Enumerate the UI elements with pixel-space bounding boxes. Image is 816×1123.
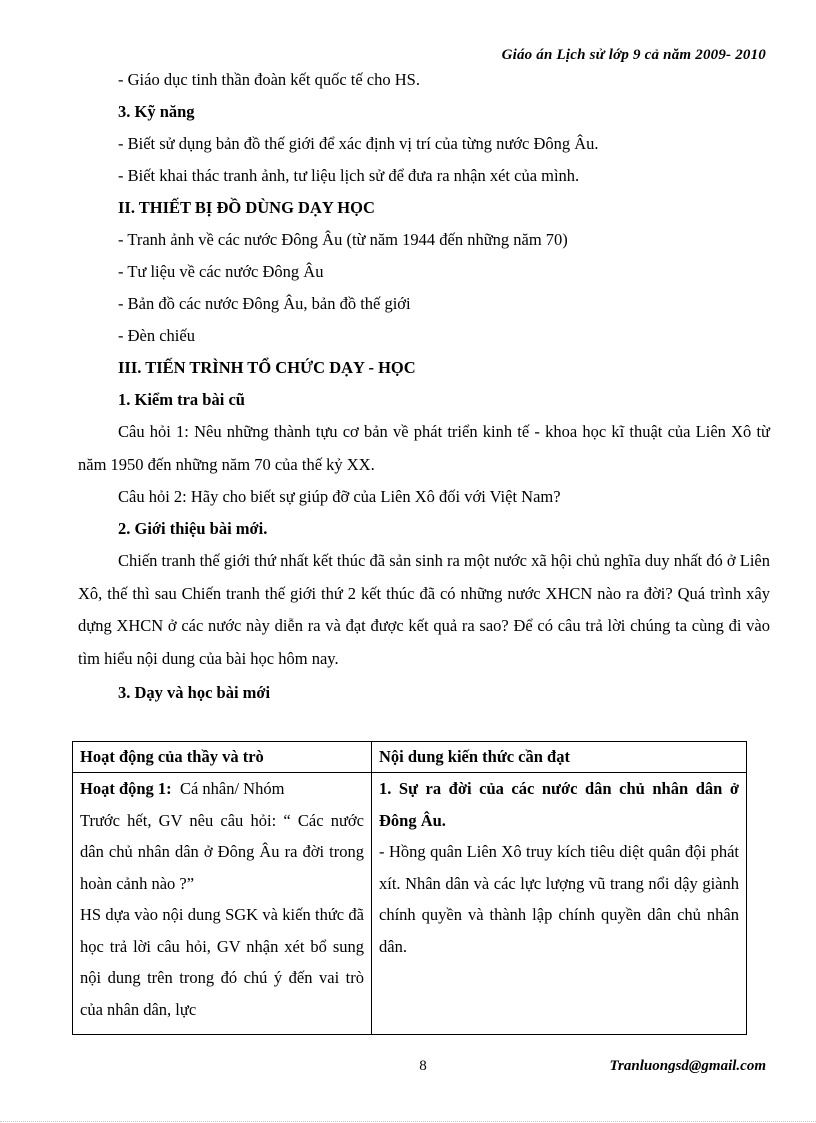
objective-line: - Giáo dục tinh thần đoàn kết quốc tế cho HS.	[118, 70, 420, 89]
equipment-item: - Bản đồ các nước Đông Âu, bản đồ thế giới	[118, 294, 411, 313]
intro-paragraph: Chiến tranh thế giới thứ nhất kết thúc đã sản sinh ra một nước xã hội chủ nghĩa duy nhất đó ở Liên Xô, thế thì sau Chiến tranh thế giới thứ 2 kết thúc đã có những nước XHCN nào ra đời? Quá trình xây dựng XHCN ở các nước này diễn ra và đạt được kết quả ra sao? Để có câu trả lời chúng ta cùng đi vào tìm hiểu nội dung của bài học hôm nay.	[78, 551, 770, 668]
skill-line: - Biết sử dụng bản đồ thế giới để xác định vị trí của từng nước Đông Âu.	[118, 134, 599, 153]
activity-title: Hoạt động 1:	[80, 779, 172, 798]
activity-cell	[73, 773, 372, 1035]
document-header: Giáo án Lịch sử lớp 9 cả năm 2009- 2010	[501, 47, 766, 63]
lesson-table	[72, 741, 747, 1035]
question-2: Câu hỏi 2: Hãy cho biết sự giúp đỡ của Liên Xô đối với Việt Nam?	[118, 487, 561, 506]
table-header-row	[73, 742, 747, 773]
document-body	[78, 64, 770, 709]
skills-heading: 3. Kỹ năng	[118, 102, 195, 121]
activity-mode: Cá nhân/ Nhóm	[179, 779, 285, 798]
skill-line: - Biết khai thác tranh ảnh, tư liệu lịch sử để đưa ra nhận xét của mình.	[118, 166, 580, 185]
content-heading: 1. Sự ra đời của các nước dân chủ nhân dân ở Đông Âu.	[379, 779, 739, 830]
activity-title-line	[80, 773, 364, 805]
equipment-item: - Tranh ảnh về các nước Đông Âu (từ năm 1944 đến những năm 70)	[118, 230, 568, 249]
activity-question: Trước hết, GV nêu câu hỏi: “ Các nước dân chủ nhân dân ở Đông Âu ra đời trong hoàn cảnh nào ?”	[80, 810, 364, 893]
footer-email: Tranluongsd@gmail.com	[609, 1058, 766, 1074]
lesson-heading: 3. Dạy và học bài mới	[118, 683, 271, 702]
equipment-heading: II. THIẾT BỊ ĐỒ DÙNG DẠY HỌC	[118, 198, 375, 217]
review-heading: 1. Kiểm tra bài cũ	[118, 390, 245, 409]
process-heading: III. TIẾN TRÌNH TỔ CHỨC DẠY - HỌC	[118, 358, 416, 377]
table-header-col2: Nội dung kiến thức cần đạt	[372, 742, 747, 773]
content-cell	[372, 773, 747, 1035]
content-text: - Hồng quân Liên Xô truy kích tiêu diệt quân đội phát xít. Nhân dân và các lực lượng vũ trang nổi dậy giành chính quyền và thành lập chính quyền dân chủ nhân dân.	[379, 842, 739, 956]
page-divider	[0, 1121, 816, 1122]
equipment-item: - Tư liệu về các nước Đông Âu	[118, 262, 324, 281]
intro-heading: 2. Giới thiệu bài mới.	[118, 519, 268, 538]
question-1: Câu hỏi 1: Nêu những thành tựu cơ bản về phát triển kinh tế - khoa học kĩ thuật của Liên Xô từ năm 1950 đến những năm 70 của thế kỷ XX.	[78, 422, 770, 474]
page-number: 8	[419, 1058, 427, 1074]
table-header-col1: Hoạt động của thầy và trò	[73, 742, 372, 773]
activity-description: HS dựa vào nội dung SGK và kiến thức đã học trả lời câu hỏi, GV nhận xét bổ sung nội dung trên trong đó chú ý đến vai trò của nhân dân, lực	[80, 905, 364, 1019]
equipment-item: - Đèn chiếu	[118, 326, 195, 345]
table-row	[73, 773, 747, 1035]
